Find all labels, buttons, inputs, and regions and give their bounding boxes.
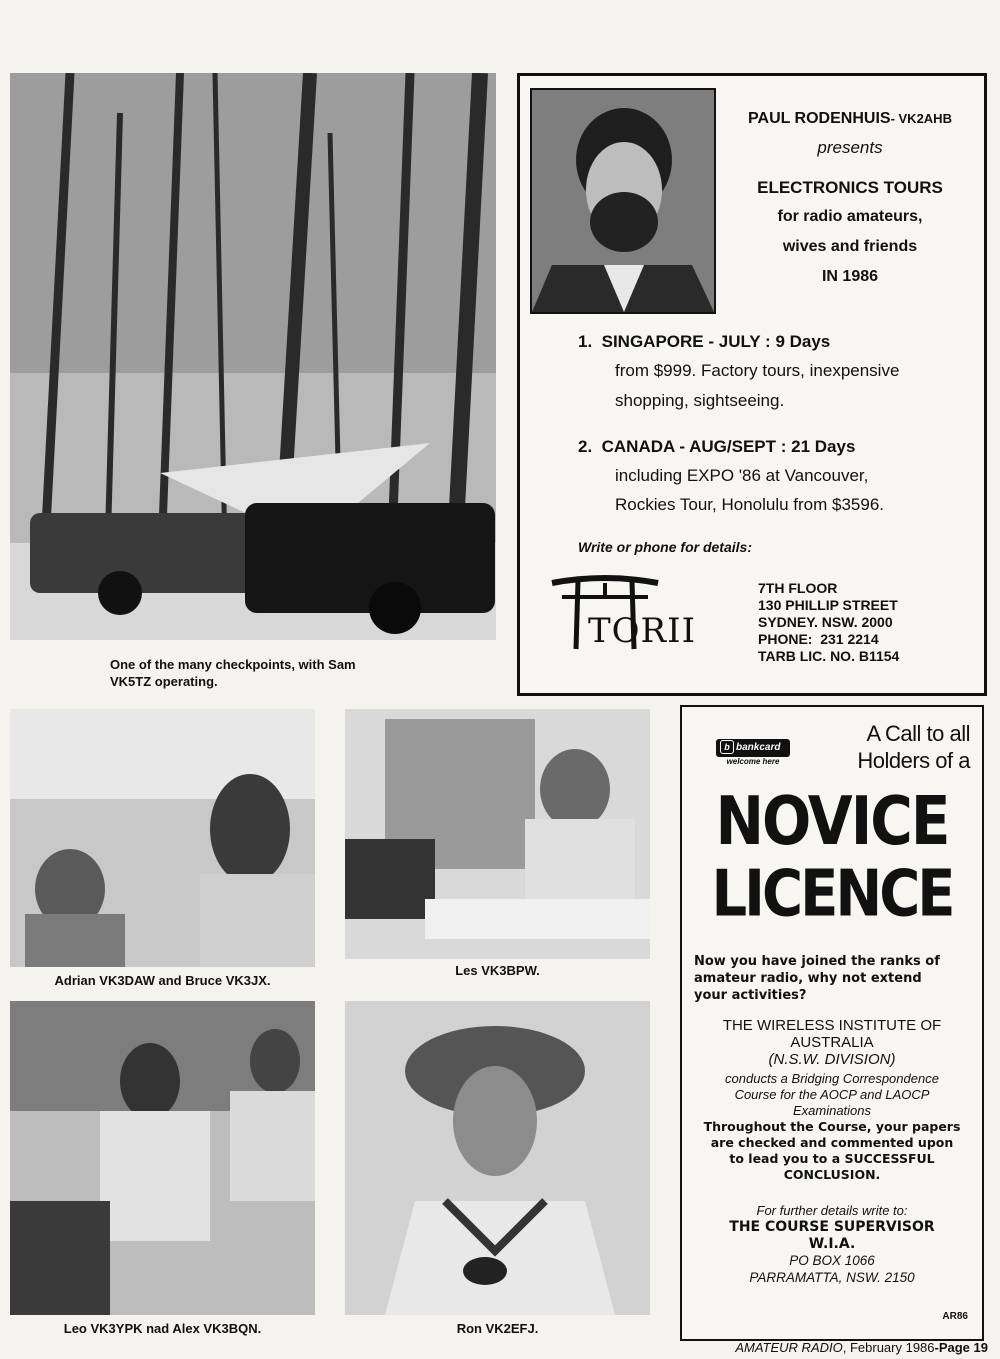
institute-line1: THE WIRELESS INSTITUTE OF [722, 1017, 942, 1034]
les-photo [345, 709, 650, 959]
supervisor-line1: THE COURSE SUPERVISOR [729, 1219, 935, 1235]
institute-line2: AUSTRALIA [790, 1034, 874, 1051]
ron-photo [345, 1001, 650, 1315]
intro-text [694, 953, 974, 1004]
licence-number: TARB LIC. NO. B1154 [758, 648, 900, 664]
course-block [682, 1071, 982, 1119]
bankcard-welcome: welcome here [726, 757, 780, 766]
call-line2: Holders of a [857, 748, 970, 773]
course-benefits [682, 1119, 982, 1183]
tour2-line2: Rockies Tour, Honolulu from $3596. [615, 495, 885, 514]
leo-alex-caption: Leo VK3YPK nad Alex VK3BQN. [63, 1321, 262, 1336]
bankcard-b-icon: b [720, 740, 734, 754]
tour1-line1: from $999. Factory tours, inexpensive [615, 361, 900, 380]
novice-licence-ad [680, 705, 984, 1341]
ad-code: AR86 [942, 1311, 968, 1322]
tours-headline: ELECTRONICS TOURS [757, 178, 943, 197]
phone-number: PHONE: 231 2214 [758, 631, 879, 647]
ron-caption: Ron VK2EFJ. [456, 1321, 539, 1336]
city-line: PARRAMATTA, NSW. 2150 [749, 1270, 915, 1285]
address-line1: 7TH FLOOR [758, 580, 838, 596]
intro-line2: amateur radio, why not extend [694, 971, 922, 986]
tour2-line1: including EXPO '86 at Vancouver, [615, 466, 869, 485]
tour2-title: 2. CANADA - AUG/SEPT : 21 Days [578, 437, 856, 456]
leo-alex-photo [10, 1001, 315, 1315]
course-line1: conducts a Bridging Correspondence [725, 1071, 939, 1086]
bankcard-logo [716, 739, 790, 757]
bankcard-badge [716, 739, 790, 769]
institute-block [682, 1017, 982, 1068]
course-line3: Examinations [792, 1103, 872, 1118]
supervisor-line2: W.I.A. [808, 1236, 856, 1252]
presenter-name: PAUL RODENHUIS [748, 110, 891, 127]
presenter-portrait [530, 88, 716, 314]
checkpoint-caption-line1: One of the many checkpoints, with Sam [110, 657, 356, 672]
intro-line1: Now you have joined the ranks of [694, 954, 940, 969]
footer-issue: , February 1986 [842, 1340, 935, 1355]
checkpoint-photo [10, 73, 496, 640]
presenter-callsign: - VK2AHB [890, 111, 952, 126]
address-block [758, 580, 899, 665]
torii-logo [550, 573, 720, 653]
write-or-phone: Write or phone for details: [578, 539, 752, 555]
tours-sub2: wives and friends [782, 238, 918, 255]
call-line1: A Call to all [866, 721, 970, 746]
checkpoint-caption-line2: VK5TZ operating. [110, 674, 218, 689]
electronics-tours-ad [517, 73, 987, 696]
benefits-line3: to lead you to a SUCCESSFUL [729, 1151, 935, 1166]
address-line2: 130 PHILLIP STREET [758, 597, 898, 613]
course-line2: Course for the AOCP and LAOCP [734, 1087, 930, 1102]
po-box: PO BOX 1066 [789, 1253, 875, 1268]
checkpoint-caption [110, 656, 440, 690]
adrian-bruce-caption: Adrian VK3DAW and Bruce VK3JX. [54, 973, 271, 988]
bankcard-label: bankcard [736, 742, 781, 753]
presents-text: presents [817, 138, 883, 157]
footer-page-number: -Page 19 [934, 1340, 988, 1355]
les-caption: Les VK3BPW. [455, 963, 540, 978]
novice-heading: NOVICE [715, 781, 949, 861]
page-footer [735, 1340, 988, 1355]
further-details: For further details write to: [756, 1203, 908, 1218]
adrian-bruce-photo [10, 709, 315, 967]
footer-magazine: AMATEUR RADIO [735, 1340, 843, 1355]
torii-logo-text: TORII [588, 611, 697, 651]
benefits-line4: CONCLUSION. [783, 1167, 881, 1182]
tours-year: IN 1986 [821, 268, 879, 285]
benefits-line2: are checked and commented upon [710, 1135, 954, 1150]
institute-line3: (N.S.W. DIVISION) [768, 1051, 896, 1068]
tours-sub1: for radio amateurs, [777, 208, 923, 225]
address-line3: SYDNEY. NSW. 2000 [758, 614, 893, 630]
tour1-line2: shopping, sightseeing. [615, 391, 785, 410]
licence-heading: LICENCE [711, 857, 953, 932]
tour1-title: 1. SINGAPORE - JULY : 9 Days [578, 332, 831, 351]
presenter-line [720, 110, 980, 128]
intro-line3: your activities? [694, 988, 807, 1003]
benefits-line1: Throughout the Course, your papers [703, 1119, 961, 1134]
